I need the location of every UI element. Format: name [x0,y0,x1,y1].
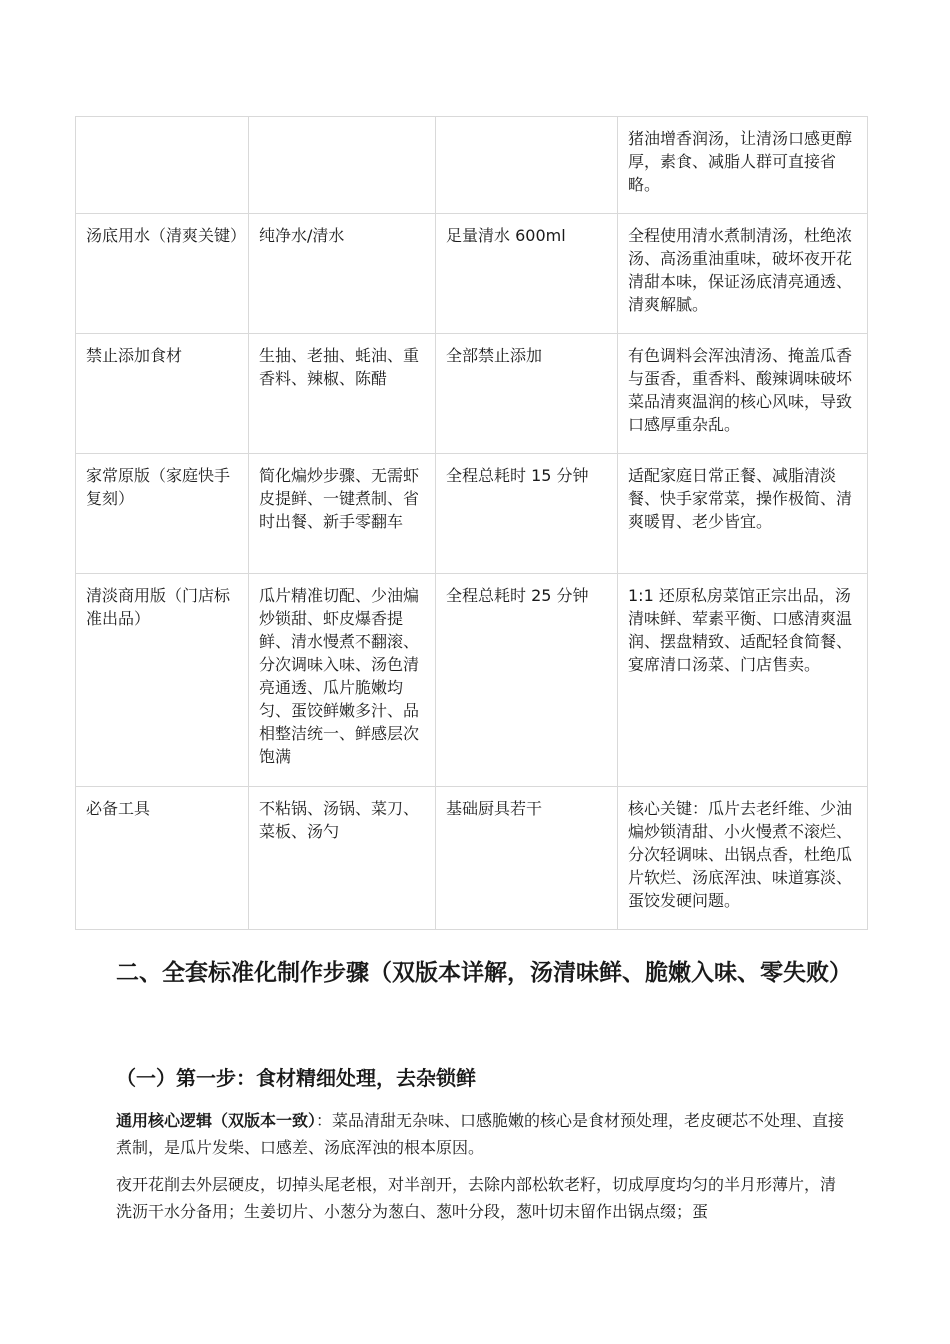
table-cell: 清淡商用版（门店标准出品） [76,574,249,787]
table-cell: 足量清水 600ml [436,214,618,334]
table-body [76,117,868,930]
table-cell: 基础厨具若干 [436,787,618,930]
table-cell: 纯净水/清水 [249,214,436,334]
table-row [76,334,868,454]
table-row [76,787,868,930]
table-cell: 生抽、老抽、蚝油、重香料、辣椒、陈醋 [249,334,436,454]
table-cell: 核心关键：瓜片去老纤维、少油煸炒锁清甜、小火慢煮不滚烂、分次轻调味、出锅点香，杜绝瓜片软烂、汤底浑浊、味道寡淡、蛋饺发硬问题。 [618,787,868,930]
table-row [76,454,868,574]
table-cell: 1:1 还原私房菜馆正宗出品，汤清味鲜、荤素平衡、口感清爽温润、摆盘精致、适配轻食简餐、宴席清口汤菜、门店售卖。 [618,574,868,787]
table-cell: 汤底用水（清爽关键） [76,214,249,334]
table-cell: 禁止添加食材 [76,334,249,454]
table-cell: 有色调料会浑浊清汤、掩盖瓜香与蛋香，重香料、酸辣调味破坏菜品清爽温润的核心风味，导致口感厚重杂乱。 [618,334,868,454]
table-cell [436,117,618,214]
table-cell: 瓜片精准切配、少油煸炒锁甜、虾皮爆香提鲜、清水慢煮不翻滚、分次调味入味、汤色清亮通透、瓜片脆嫩均匀、蛋饺鲜嫩多汁、品相整洁统一、鲜感层次饱满 [249,574,436,787]
paragraph-core-logic [116,1107,846,1161]
table-cell: 全程总耗时 25 分钟 [436,574,618,787]
paragraph-lead: 通用核心逻辑（双版本一致） [116,1111,317,1130]
table-cell: 全部禁止添加 [436,334,618,454]
table-cell [249,117,436,214]
table-cell [76,117,249,214]
table-row [76,214,868,334]
table-cell: 不粘锅、汤锅、菜刀、菜板、汤勺 [249,787,436,930]
table-row [76,574,868,787]
table-row [76,117,868,214]
table-cell: 家常原版（家庭快手复刻） [76,454,249,574]
paragraph-prep: 夜开花削去外层硬皮，切掉头尾老根，对半剖开，去除内部松软老籽，切成厚度均匀的半月形薄片，清洗沥干水分备用；生姜切片、小葱分为葱白、葱叶分段，葱叶切末留作出锅点缀；蛋 [116,1175,837,1221]
table-cell: 简化煸炒步骤、无需虾皮提鲜、一键煮制、省时出餐、新手零翻车 [249,454,436,574]
ingredient-spec-table [75,116,868,930]
subsection-heading: （一）第一步：食材精细处理，去杂锁鲜 [116,1066,476,1090]
table-cell: 全程使用清水煮制清汤，杜绝浓汤、高汤重油重味，破坏夜开花清甜本味，保证汤底清亮通透、清爽解腻。 [618,214,868,334]
table-cell: 猪油增香润汤，让清汤口感更醇厚，素食、减脂人群可直接省略。 [618,117,868,214]
table-cell: 全程总耗时 15 分钟 [436,454,618,574]
paragraph-text: ：菜品清甜无杂味、口感脆嫩的核心是食材预处理，老皮硬芯不处理、直接煮制，是瓜片发柴、口感差、汤底浑浊的根本原因。 [116,1111,845,1157]
table-cell: 适配家庭日常正餐、减脂清淡餐、快手家常菜，操作极简、清爽暖胃、老少皆宜。 [618,454,868,574]
table-cell: 必备工具 [76,787,249,930]
section-heading: 二、全套标准化制作步骤（双版本详解，汤清味鲜、脆嫩入味、零失败） [116,960,852,986]
